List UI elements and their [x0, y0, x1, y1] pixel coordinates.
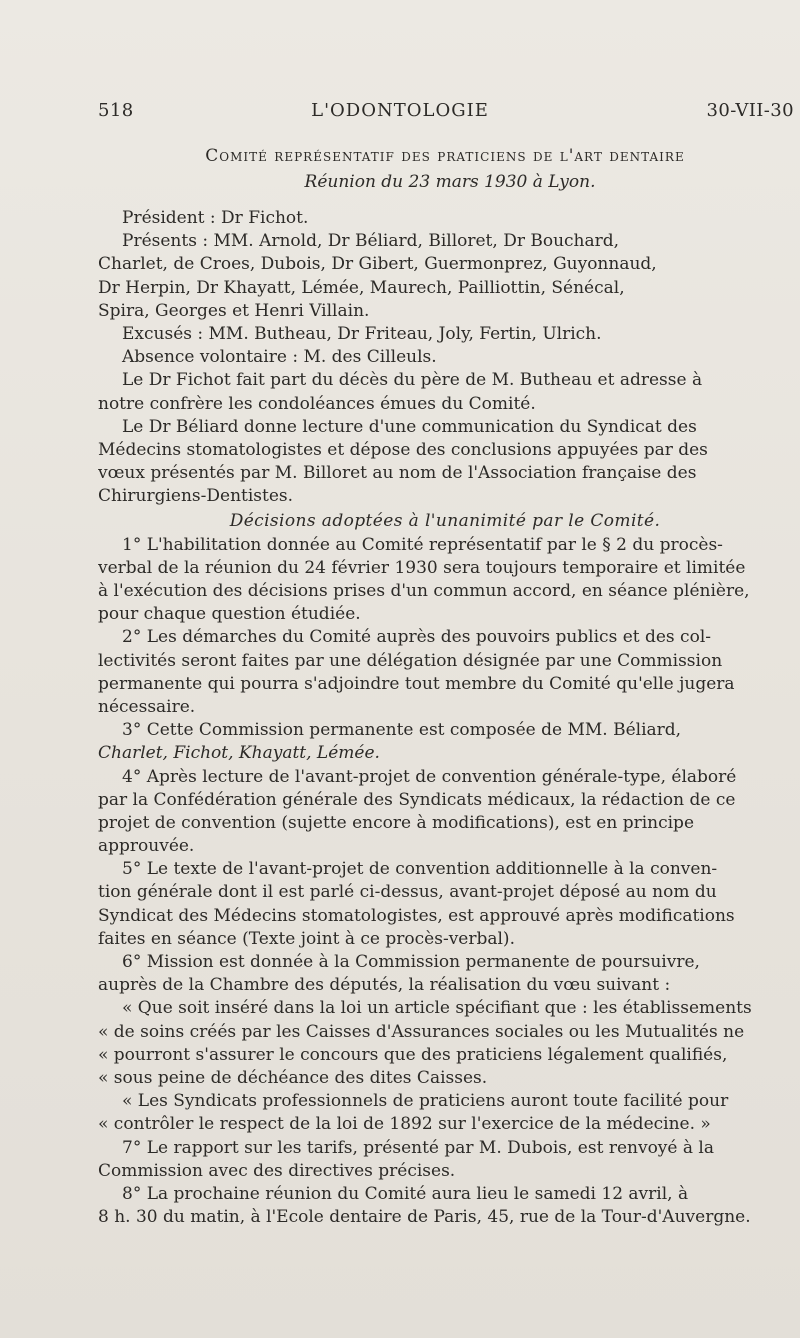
paragraph-beliard-line-3: vœux présentés par M. Billoret au nom de l'Association française des [98, 463, 697, 484]
quoted-vow-line-1: « Que soit inséré dans la loi un article spécifiant que : les établissements [122, 998, 752, 1019]
quoted-vow-line-6: « contrôler le respect de la loi de 1892 sur l'exercice de la médecine. » [98, 1114, 711, 1135]
journal-title: L'ODONTOLOGIE [311, 100, 489, 121]
decision-1-line-2: verbal de la réunion du 24 février 1930 sera toujours temporaire et limitée [98, 557, 746, 578]
quoted-vow-line-4: « sous peine de déchéance des dites Caisses. [98, 1067, 488, 1088]
presents-line-4: Spira, Georges et Henri Villain. [98, 300, 370, 321]
decision-2-line-2: lectivités seront faites par une délégation désignée par une Commission [98, 650, 723, 671]
decision-4-line-1: 4° Après lecture de l'avant-projet de convention générale-type, élaboré [122, 766, 737, 787]
decision-5-line-4: faites en séance (Texte joint à ce procès-verbal). [98, 928, 515, 949]
committee-title: Comité représentatif des praticiens de l'art dentaire [205, 146, 685, 166]
issue-date: 30-VII-30 [706, 100, 794, 121]
decisions-heading: Décisions adoptées à l'unanimité par le Comité. [229, 511, 661, 532]
presents-line-3: Dr Herpin, Dr Khayatt, Lémée, Maurech, Pailliottin, Sénécal, [98, 277, 625, 298]
decision-5-line-2: tion générale dont il est parlé ci-dessus, avant-projet déposé au nom du [98, 882, 717, 903]
decision-5-line-3: Syndicat des Médecins stomatologistes, est approuvé après modifications [98, 905, 735, 926]
paragraph-beliard-line-2: Médecins stomatologistes et dépose des conclusions appuyées par des [98, 439, 708, 460]
presents-line-2: Charlet, de Croes, Dubois, Dr Gibert, Guermonprez, Guyonnaud, [98, 254, 657, 275]
decision-1-line-1: 1° L'habilitation donnée au Comité représentatif par le § 2 du procès- [122, 534, 723, 555]
decision-3-line-1: 3° Cette Commission permanente est composée de MM. Béliard, [122, 720, 682, 741]
presents-line-1: Présents : MM. Arnold, Dr Béliard, Billoret, Dr Bouchard, [122, 231, 620, 252]
decision-7-line-2: Commission avec des directives précises. [98, 1160, 456, 1181]
decision-8-line-2: 8 h. 30 du matin, à l'Ecole dentaire de Paris, 45, rue de la Tour-d'Auvergne. [98, 1207, 751, 1228]
decision-2-line-3: permanente qui pourra s'adjoindre tout membre du Comité qu'elle jugera [98, 673, 735, 694]
page-number: 518 [98, 100, 134, 121]
absence-line: Absence volontaire : M. des Cilleuls. [122, 347, 437, 368]
decision-2-line-1: 2° Les démarches du Comité auprès des pouvoirs publics et des col- [122, 627, 711, 648]
paragraph-beliard-line-1: Le Dr Béliard donne lecture d'une communication du Syndicat des [122, 416, 697, 437]
decision-2-line-4: nécessaire. [98, 696, 196, 717]
decision-4-line-4: approuvée. [98, 836, 195, 857]
quoted-vow-line-5: « Les Syndicats professionnels de praticiens auront toute facilité pour [122, 1091, 729, 1112]
quoted-vow-line-3: « pourront s'assurer le concours que des praticiens légalement qualifiés, [98, 1044, 728, 1065]
paragraph-fichot-line-2: notre confrère les condoléances émues du Comité. [98, 393, 536, 414]
quoted-vow-line-2: « de soins créés par les Caisses d'Assurances sociales ou les Mutualités ne [98, 1021, 745, 1042]
paragraph-fichot-line-1: Le Dr Fichot fait part du décès du père de M. Butheau et adresse à [122, 370, 703, 391]
page-header [0, 100, 800, 126]
decision-4-line-2: par la Confédération générale des Syndicats médicaux, la rédaction de ce [98, 789, 736, 810]
decision-3-line-2: Charlet, Fichot, Khayatt, Lémée. [98, 743, 380, 764]
decision-1-line-3: à l'exécution des décisions prises d'un commun accord, en séance plénière, [98, 581, 750, 601]
article-body [98, 145, 792, 1229]
decision-6-line-2: auprès de la Chambre des députés, la réalisation du vœu suivant : [98, 975, 671, 996]
paragraph-beliard-line-4: Chirurgiens-Dentistes. [98, 486, 294, 507]
decision-6-line-1: 6° Mission est donnée à la Commission permanente de poursuivre, [122, 952, 700, 972]
decision-1-line-4: pour chaque question étudiée. [98, 604, 361, 625]
meeting-line: Réunion du 23 mars 1930 à Lyon. [304, 172, 596, 192]
excuses-line: Excusés : MM. Butheau, Dr Friteau, Joly, Fertin, Ulrich. [122, 323, 602, 344]
president-line: Président : Dr Fichot. [122, 208, 309, 228]
decision-5-line-1: 5° Le texte de l'avant-projet de convention additionnelle à la conven- [122, 859, 718, 880]
decision-8-line-1: 8° La prochaine réunion du Comité aura lieu le samedi 12 avril, à [122, 1183, 689, 1204]
decision-4-line-3: projet de convention (sujette encore à modifications), est en principe [98, 812, 695, 833]
decision-7-line-1: 7° Le rapport sur les tarifs, présenté par M. Dubois, est renvoyé à la [122, 1137, 714, 1158]
